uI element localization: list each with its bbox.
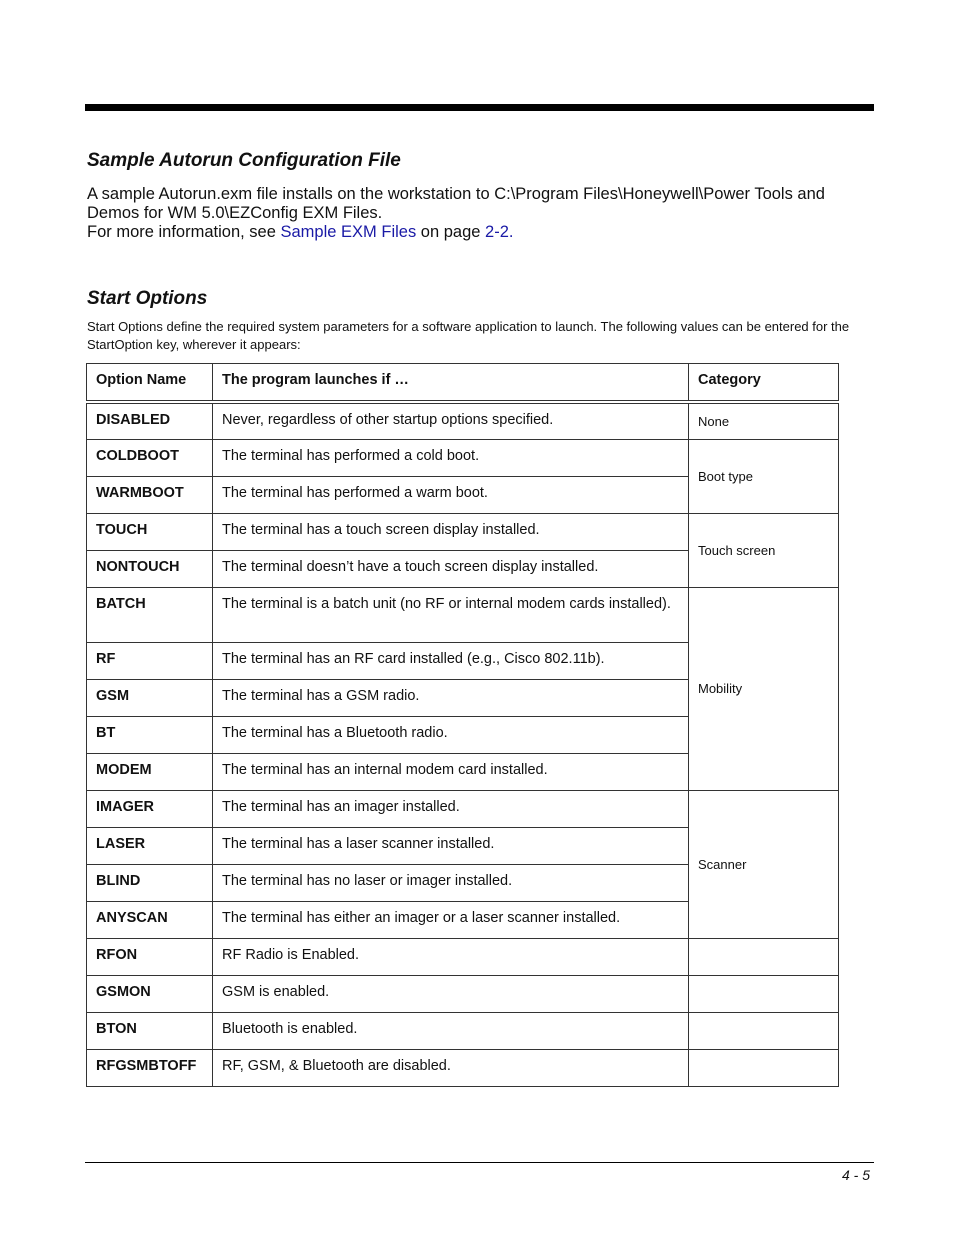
more-info-line bbox=[87, 223, 877, 242]
option-name-cell: IMAGER bbox=[87, 790, 213, 827]
option-desc-cell: The terminal has an RF card installed (e.g., Cisco 802.11b). bbox=[213, 642, 689, 679]
table-row bbox=[87, 1049, 839, 1086]
option-desc-cell: Never, regardless of other startup options specified. bbox=[213, 402, 689, 439]
option-name-cell: COLDBOOT bbox=[87, 439, 213, 476]
category-cell-empty bbox=[689, 1049, 839, 1086]
category-cell-empty bbox=[689, 1012, 839, 1049]
option-name-cell: GSM bbox=[87, 679, 213, 716]
option-name-cell: RF bbox=[87, 642, 213, 679]
header-option-name: Option Name bbox=[87, 364, 213, 403]
option-name-cell: BATCH bbox=[87, 587, 213, 642]
start-options-paragraph: Start Options define the required system parameters for a software application to launch. The following values can be entered for the StartOption key, wherever it appears: bbox=[87, 319, 850, 352]
sample-exm-files-link[interactable]: Sample EXM Files bbox=[280, 223, 417, 241]
option-name-cell: GSMON bbox=[87, 975, 213, 1012]
category-cell: Touch screen bbox=[689, 513, 839, 587]
option-desc-cell: The terminal doesn’t have a touch screen display installed. bbox=[213, 550, 689, 587]
header-category: Category bbox=[689, 364, 839, 403]
option-desc-cell: The terminal has a laser scanner installed. bbox=[213, 827, 689, 864]
table-row bbox=[87, 790, 839, 827]
table-row bbox=[87, 938, 839, 975]
option-desc-cell: The terminal has a GSM radio. bbox=[213, 679, 689, 716]
option-name-cell: TOUCH bbox=[87, 513, 213, 550]
option-name-cell: LASER bbox=[87, 827, 213, 864]
option-desc-cell: The terminal has an imager installed. bbox=[213, 790, 689, 827]
more-info-prefix: For more information, see bbox=[87, 223, 281, 241]
option-name-cell: DISABLED bbox=[87, 402, 213, 439]
table-row bbox=[87, 513, 839, 550]
option-name-cell: MODEM bbox=[87, 753, 213, 790]
category-cell: Mobility bbox=[689, 587, 839, 790]
option-desc-cell: The terminal is a batch unit (no RF or internal modem cards installed). bbox=[213, 587, 689, 642]
option-desc-cell: GSM is enabled. bbox=[213, 975, 689, 1012]
option-desc-cell: The terminal has a Bluetooth radio. bbox=[213, 716, 689, 753]
option-desc-cell: Bluetooth is enabled. bbox=[213, 1012, 689, 1049]
option-desc-cell: RF, GSM, & Bluetooth are disabled. bbox=[213, 1049, 689, 1086]
table-row bbox=[87, 975, 839, 1012]
header-program-launches: The program launches if … bbox=[213, 364, 689, 403]
section-title-start-options: Start Options bbox=[87, 288, 208, 309]
option-desc-cell: The terminal has a touch screen display installed. bbox=[213, 513, 689, 550]
more-info-mid: on page bbox=[416, 223, 486, 241]
category-cell: None bbox=[689, 402, 839, 439]
option-desc-cell: The terminal has an internal modem card installed. bbox=[213, 753, 689, 790]
footer-rule bbox=[85, 1162, 874, 1163]
option-name-cell: BLIND bbox=[87, 864, 213, 901]
table-row bbox=[87, 1012, 839, 1049]
option-name-cell: RFGSMBTOFF bbox=[87, 1049, 213, 1086]
option-desc-cell: The terminal has no laser or imager installed. bbox=[213, 864, 689, 901]
category-cell: Boot type bbox=[689, 439, 839, 513]
header-rule bbox=[85, 104, 874, 111]
category-cell: Scanner bbox=[689, 790, 839, 938]
option-name-cell: RFON bbox=[87, 938, 213, 975]
page-number: 4 - 5 bbox=[841, 1167, 870, 1183]
table-row bbox=[87, 439, 839, 476]
sample-autorun-paragraph: A sample Autorun.exm file installs on the workstation to C:\Program Files\Honeywell\Power Tools and Demos for WM 5.0\EZConfig EXM Files. bbox=[87, 185, 825, 222]
option-desc-cell: RF Radio is Enabled. bbox=[213, 938, 689, 975]
option-name-cell: WARMBOOT bbox=[87, 476, 213, 513]
table-row bbox=[87, 402, 839, 439]
category-cell-empty bbox=[689, 975, 839, 1012]
more-info-suffix: . bbox=[508, 223, 514, 241]
option-desc-cell: The terminal has performed a warm boot. bbox=[213, 476, 689, 513]
start-options-table bbox=[86, 363, 839, 1087]
option-desc-cell: The terminal has performed a cold boot. bbox=[213, 439, 689, 476]
category-cell-empty bbox=[689, 938, 839, 975]
option-desc-cell: The terminal has either an imager or a laser scanner installed. bbox=[213, 901, 689, 938]
table-row bbox=[87, 587, 839, 642]
option-name-cell: ANYSCAN bbox=[87, 901, 213, 938]
section-title-sample-autorun: Sample Autorun Configuration File bbox=[87, 150, 401, 171]
option-name-cell: NONTOUCH bbox=[87, 550, 213, 587]
option-name-cell: BTON bbox=[87, 1012, 213, 1049]
table-header-row bbox=[87, 364, 839, 403]
page-ref-link[interactable]: 2-2 bbox=[485, 223, 509, 241]
option-name-cell: BT bbox=[87, 716, 213, 753]
